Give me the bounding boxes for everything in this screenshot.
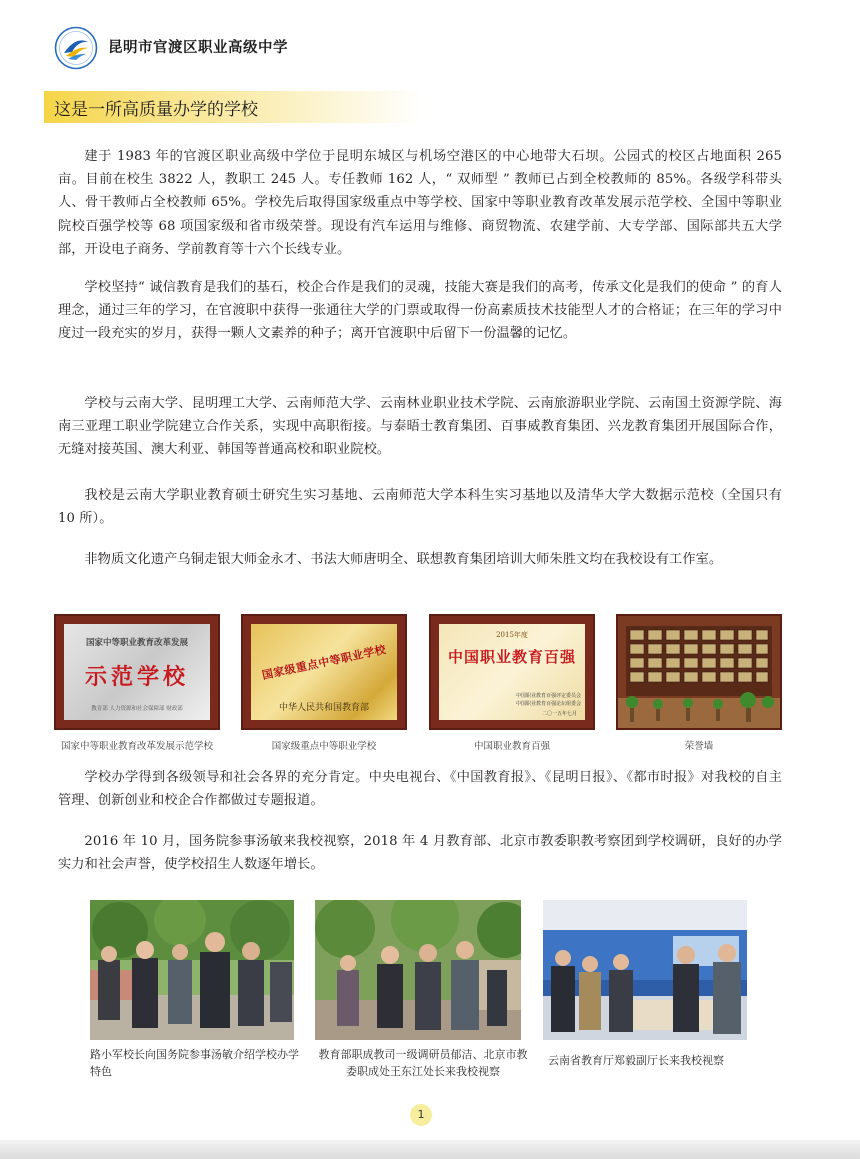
photo-campus-visit bbox=[90, 900, 294, 1040]
plaque-caption: 中国职业教育百强 bbox=[473, 741, 550, 752]
paragraph-studios: 非物质文化遗产乌铜走银大师金永才、书法大师唐明全、联想教育集团培训大师朱胜文均在我校设有工作室。 bbox=[84, 552, 723, 567]
photo-caption: 云南省教育厅郑毅副厅长来我校视察 bbox=[548, 1054, 724, 1067]
paragraph-recognition: 学校办学得到各级领导和社会各界的充分肯定。中央电视台、《中国教育报》、《昆明日报》、《都市时报》对我校的自主管理、创新创业和校企合作都做过专题报道。 bbox=[58, 770, 782, 809]
bottom-band bbox=[0, 1140, 860, 1159]
plaque-issuer-text: 教育部 人力资源和社会保障部 财政部 bbox=[91, 706, 183, 712]
plaque-top-text: 国家中等职业教育改革发展 bbox=[85, 638, 188, 648]
plaque-year-text: 2015年度 bbox=[496, 631, 528, 639]
honor-wall-photo bbox=[616, 614, 782, 730]
plaque-gold-face bbox=[439, 624, 585, 720]
plaque-issuer-text: 中华人民共和国教育部 bbox=[278, 703, 369, 713]
plaque-demonstration-school bbox=[54, 614, 220, 730]
photo-ministry-visit bbox=[315, 900, 521, 1040]
plaque-gold-face bbox=[251, 624, 397, 720]
plaque-top-hundred bbox=[429, 614, 595, 730]
paragraph-philosophy: 学校坚持“ 诚信教育是我们的基石，校企合作是我们的灵魂，技能大赛是我们的高考，传承文化是我们的使命 ” 的育人理念，通过三年的学习，在官渡职中获得一张通往大学的门票或取得一份高素质技术技能型人才的合格证；在三年的学习中度过一段充实的岁月，获得一颗人文素养的种子；离开官渡职中后留下一份温馨的记忆。 bbox=[58, 280, 782, 342]
page-number: 1 bbox=[410, 1104, 432, 1126]
paragraph-visits: 2016 年 10 月，国务院参事汤敏来我校视察，2018 年 4 月教育部、北京市教委职教考察团到学校调研，良好的办学实力和社会声誉，使学校招生人数逐年增长。 bbox=[58, 834, 782, 873]
honor-wall-image bbox=[618, 616, 780, 728]
plaque-main-text: 中国职业教育百强 bbox=[447, 648, 576, 666]
plaque-main-text: 国家级重点中等职业学校 bbox=[260, 642, 388, 682]
paragraph-bases: 我校是云南大学职业教育硕士研究生实习基地、云南师范大学本科生实习基地以及清华大学大数据示范校（全国只有 10 所）。 bbox=[58, 488, 782, 527]
photo-provincial-visit bbox=[543, 900, 747, 1040]
plaque-main-text: 示范学校 bbox=[84, 664, 189, 690]
provincial-visit-image bbox=[543, 900, 747, 1040]
paragraph-intro: 建于 1983 年的官渡区职业高级中学位于昆明东城区与机场空港区的中心地带大石坝。公园式的校区占地面积 265 亩。目前在校生 3822 人，教职工 245 人。专任教师 162 人，“ 双师型 ” 教师已占到全校教师的 85%。各级学科带头人、骨干教师占全校教师 65%。学校先后取得国家级重点中等学校、国家中等职业教育改革发展示范学校、全国中等职业院校百强学校等 68 项国家级和省市级荣誉。现设有汽车运用与维修、商贸物流、农建学前、大专学部、国际部共五大学部，开设电子商务、学前教育等十六个长线专业。 bbox=[58, 149, 782, 257]
campus-visit-image bbox=[90, 900, 294, 1040]
plaque-caption: 国家级重点中等职业学校 bbox=[271, 741, 377, 752]
school-logo-icon bbox=[54, 26, 98, 70]
plaque-issuer-text-1: 中国职业教育百强评定委员会 bbox=[515, 693, 581, 699]
page-header bbox=[0, 0, 860, 78]
section-title-bar bbox=[44, 91, 424, 123]
plaque-metal-face bbox=[64, 624, 210, 720]
plaque-key-school bbox=[241, 614, 407, 730]
school-name: 昆明市官渡区职业高级中学 bbox=[108, 40, 288, 56]
section-title: 这是一所高质量办学的学校 bbox=[54, 100, 258, 120]
plaque-date-text: 二〇一五年七月 bbox=[541, 711, 577, 717]
paragraph-cooperation: 学校与云南大学、昆明理工大学、云南师范大学、云南林业职业技术学院、云南旅游职业学院、云南国土资源学院、海南三亚理工职业学院建立合作关系，实现中高职衔接。与泰晤士教育集团、百事威教育集团、兴龙教育集团开展国际合作，无缝对接英国、澳大利亚、韩国等普通高校和职业院校。 bbox=[58, 396, 782, 458]
plaque-caption: 荣誉墙 bbox=[684, 741, 714, 752]
ministry-visit-image bbox=[315, 900, 521, 1040]
photo-caption: 路小军校长向国务院参事汤敏介绍学校办学特色 bbox=[90, 1048, 299, 1078]
photo-caption: 教育部职成教司一级调研员郁洁、北京市教委职成处王东江处长来我校视察 bbox=[318, 1048, 528, 1078]
plaque-issuer-text-2: 中国职业教育百强论坛组委会 bbox=[515, 701, 581, 707]
plaque-caption: 国家中等职业教育改革发展示范学校 bbox=[60, 741, 213, 752]
